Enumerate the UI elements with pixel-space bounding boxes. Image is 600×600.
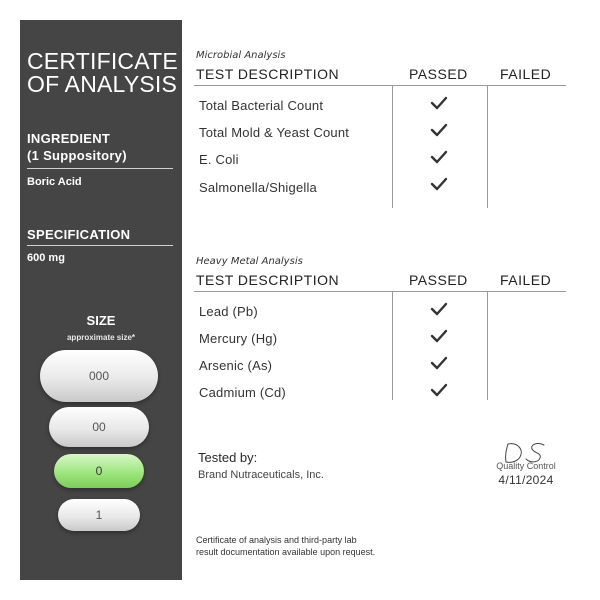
heavy-metal-row-label: Lead (Pb): [199, 304, 258, 319]
heavy-metal-row-label: Mercury (Hg): [199, 331, 278, 346]
specification-divider: [27, 245, 173, 246]
heavy-metal-col-test-description: TEST DESCRIPTION: [196, 272, 340, 288]
microbial-col-failed: FAILED: [500, 66, 552, 82]
check-icon: [430, 177, 448, 191]
heavy-metal-header-divider: [194, 291, 566, 292]
ingredient-divider: [27, 168, 173, 169]
quality-control-label: Quality Control: [496, 461, 556, 471]
microbial-row-label: Total Mold & Yeast Count: [199, 125, 350, 140]
certificate-title-line1: CERTIFICATE: [27, 48, 178, 74]
footnote-line2: result documentation available upon request.: [196, 547, 376, 557]
certificate-side-panel: [20, 20, 182, 580]
heavy-metal-row-label: Arsenic (As): [199, 358, 273, 373]
microbial-row-label: Salmonella/Shigella: [199, 180, 317, 195]
certificate-title: [27, 50, 179, 96]
footnote: [196, 534, 496, 558]
check-icon: [430, 302, 448, 316]
capsule-size-1: 1: [58, 499, 140, 531]
capsule-size-00: 00: [49, 407, 149, 447]
ingredient-heading-line1: INGREDIENT: [27, 131, 111, 146]
quality-control-date: 4/11/2024: [498, 473, 554, 487]
heavy-metal-col-passed: PASSED: [409, 272, 468, 288]
ingredient-heading: [27, 130, 127, 164]
microbial-header-divider: [194, 85, 566, 86]
microbial-row-label: Total Bacterial Count: [199, 98, 324, 113]
check-icon: [430, 383, 448, 397]
heavy-metal-column-divider-1: [392, 292, 393, 400]
ingredient-value: Boric Acid: [27, 176, 82, 188]
tested-by-company: Brand Nutraceuticals, Inc.: [198, 469, 324, 481]
microbial-col-passed: PASSED: [409, 66, 468, 82]
size-subheading: approximate size*: [66, 333, 136, 342]
check-icon: [430, 150, 448, 164]
specification-value: 600 mg: [27, 252, 65, 264]
specification-heading: SPECIFICATION: [27, 227, 131, 242]
heavy-metal-col-failed: FAILED: [500, 272, 552, 288]
microbial-row-label: E. Coli: [199, 152, 239, 167]
microbial-column-divider-2: [487, 86, 488, 208]
microbial-column-divider-1: [392, 86, 393, 208]
heavy-metal-column-divider-2: [487, 292, 488, 400]
ingredient-heading-line2: (1 Suppository): [27, 148, 127, 163]
capsule-size-000: 000: [40, 350, 158, 402]
check-icon: [430, 96, 448, 110]
microbial-section-label: Microbial Analysis: [196, 50, 286, 61]
check-icon: [430, 123, 448, 137]
size-heading: SIZE: [86, 313, 116, 328]
microbial-col-test-description: TEST DESCRIPTION: [196, 66, 340, 82]
heavy-metal-row-label: Cadmium (Cd): [199, 385, 286, 400]
heavy-metal-section-label: Heavy Metal Analysis: [196, 256, 303, 267]
certificate-title-line2: OF ANALYSIS: [27, 71, 178, 97]
tested-by-label: Tested by:: [198, 450, 258, 465]
footnote-line1: Certificate of analysis and third-party lab: [196, 535, 357, 545]
check-icon: [430, 329, 448, 343]
check-icon: [430, 356, 448, 370]
capsule-size-0: 0: [54, 454, 144, 488]
